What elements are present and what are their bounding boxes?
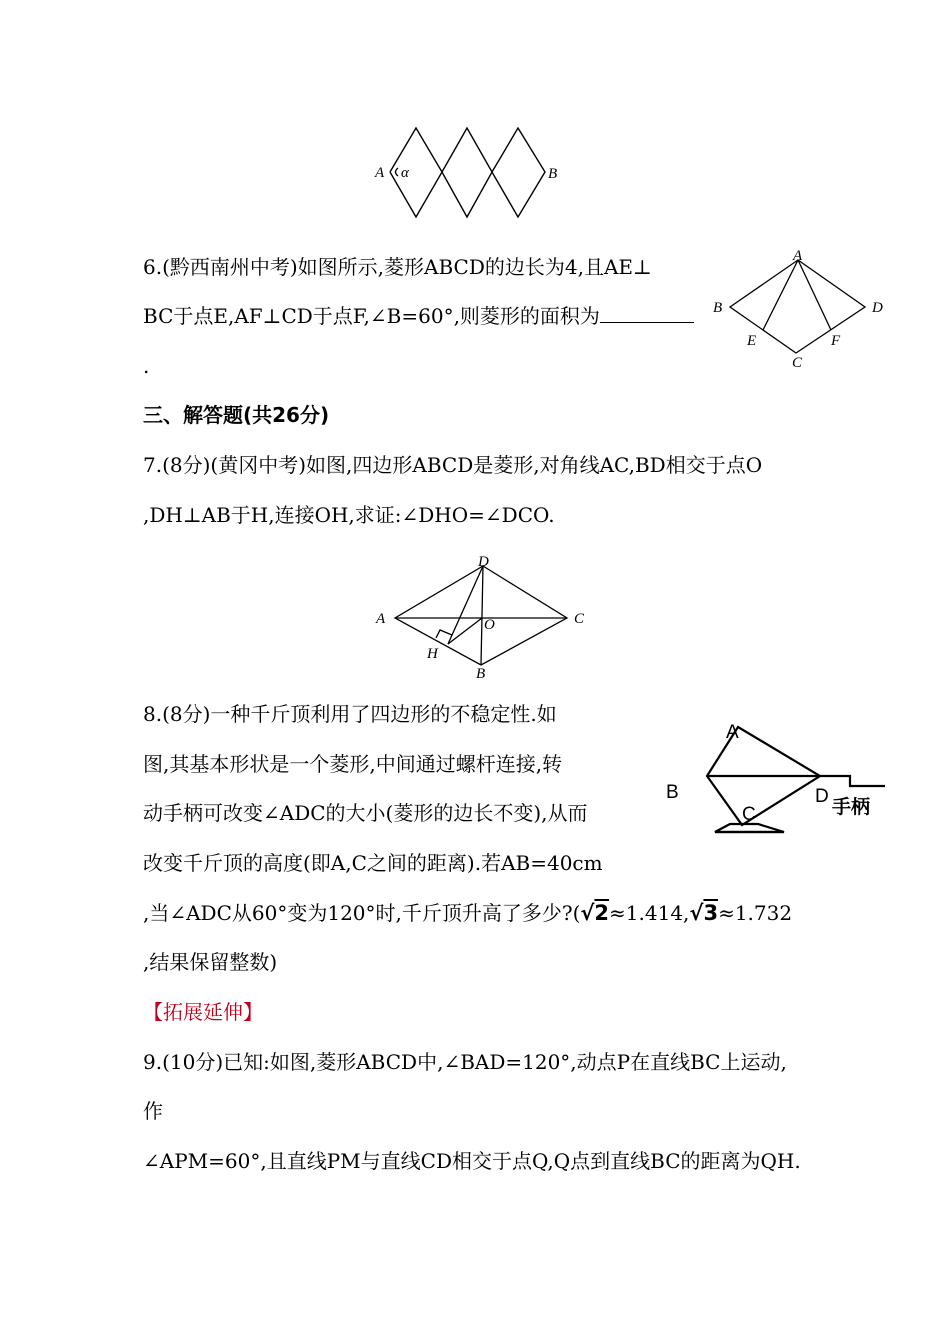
sqrt-2: √2	[580, 901, 610, 925]
q6-line3: .	[143, 354, 150, 378]
q8-line1: 8.(8分)一种千斤顶利用了四边形的不稳定性.如	[143, 702, 557, 726]
label-h: H	[427, 646, 438, 662]
q8-line5-pre: ,当∠ADC从60°变为120°时,千斤顶升高了多少?(	[143, 901, 581, 925]
figure-q8-jack	[660, 710, 890, 835]
figure-rhombus-chain	[370, 120, 570, 225]
label-b: B	[548, 166, 558, 182]
label-a: A	[726, 722, 739, 743]
q8-line3: 动手柄可改变∠ADC的大小(菱形的边长不变),从而	[143, 801, 588, 825]
figure-q7-rhombus	[370, 550, 600, 685]
label-c: C	[742, 804, 756, 825]
label-c: C	[792, 355, 803, 371]
q8-line4: 改变千斤顶的高度(即A,C之间的距离).若AB=40cm	[143, 851, 603, 875]
label-d: D	[815, 786, 829, 807]
q8-line2: 图,其基本形状是一个菱形,中间通过螺杆连接,转	[143, 752, 563, 776]
label-handle: 手柄	[832, 796, 871, 818]
label-e: E	[747, 333, 757, 349]
q9-line3: ∠APM=60°,且直线PM与直线CD相交于点Q,Q点到直线BC的距离为QH.	[143, 1149, 801, 1173]
label-b: B	[713, 300, 723, 316]
q6-line2-text: BC于点E,AF⊥CD于点F,∠B=60°,则菱形的面积为	[143, 304, 600, 328]
label-a: A	[376, 611, 386, 627]
figure-q6-rhombus	[705, 250, 895, 375]
answer-blank[interactable]	[600, 302, 694, 323]
q7-line1: 7.(8分)(黄冈中考)如图,四边形ABCD是菱形,对角线AC,BD相交于点O	[143, 453, 763, 477]
label-f: F	[831, 333, 841, 349]
label-d: D	[872, 300, 883, 316]
q8-line5-post: ≈1.732	[718, 901, 793, 925]
label-d: D	[478, 554, 489, 570]
q6-line1: 6.(黔西南州中考)如图所示,菱形ABCD的边长为4,且AE⊥	[143, 255, 652, 279]
extension-heading: 【拓展延伸】	[143, 1000, 263, 1024]
q8-line6: ,结果保留整数)	[143, 950, 278, 974]
label-b: B	[666, 782, 679, 803]
label-b: B	[476, 666, 486, 682]
q8-line5	[143, 899, 792, 927]
label-a: A	[793, 248, 803, 264]
label-c: C	[574, 611, 585, 627]
label-o: O	[484, 617, 495, 633]
q6-line2	[143, 302, 694, 330]
q9-line2: 作	[143, 1099, 163, 1123]
q9-line1: 9.(10分)已知:如图,菱形ABCD中,∠BAD=120°,动点P在直线BC上运动,	[143, 1050, 787, 1074]
label-alpha: α	[401, 165, 409, 181]
q8-line5-mid: ≈1.414,	[609, 901, 690, 925]
label-a: A	[375, 165, 385, 181]
q7-line2: ,DH⊥AB于H,连接OH,求证:∠DHO=∠DCO.	[143, 503, 555, 527]
sqrt-3: √3	[689, 901, 719, 925]
section-heading: 三、解答题(共26分)	[143, 403, 330, 427]
